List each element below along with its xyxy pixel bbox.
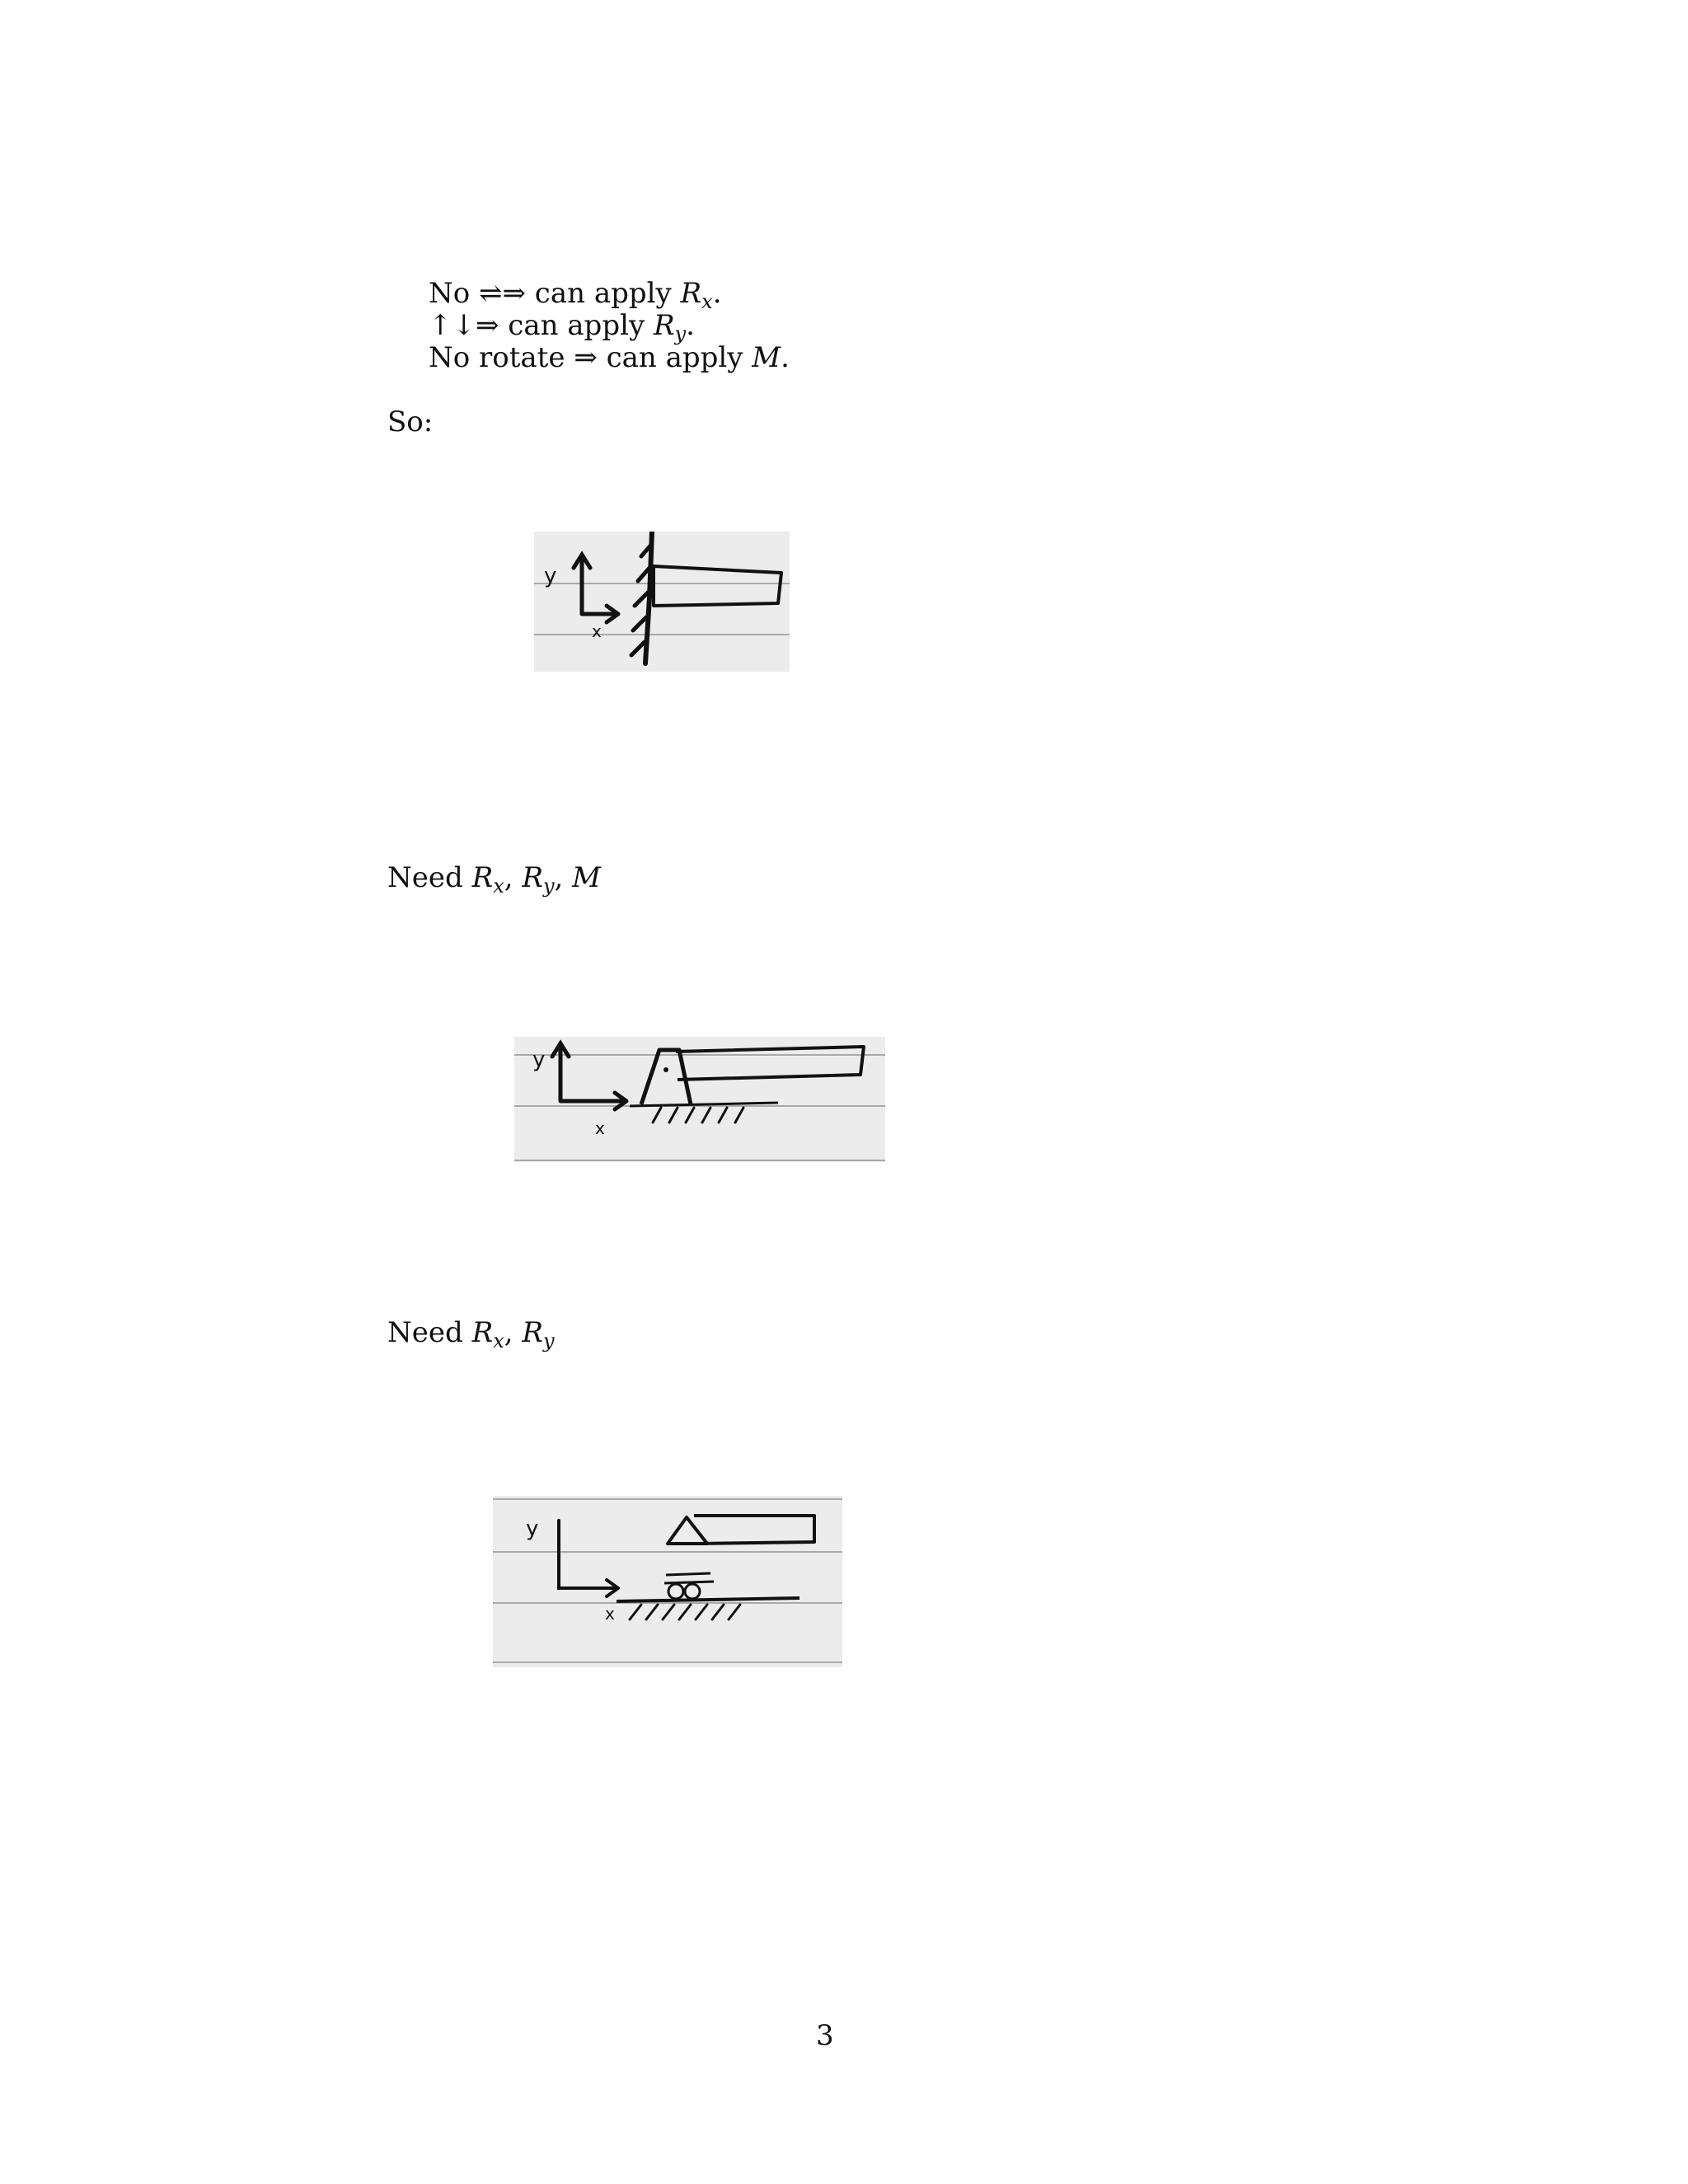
beam-rectangle [654, 566, 781, 606]
need-rx-ry: Need $R_x$, $R_y$ [387, 1316, 555, 1352]
beam-rectangle [694, 1516, 814, 1544]
axis-arrows-icon [552, 1043, 626, 1109]
line-fixed-m: No rotate ⇒ can apply M. [429, 341, 790, 374]
x-axis-label: x [605, 1604, 615, 1624]
line-fixed-ry: ↑↓⇒ can apply $R_y$. [429, 309, 695, 345]
ground-hatch [653, 1108, 743, 1122]
axis-arrows-icon [574, 555, 618, 622]
beam-rectangle [676, 1047, 864, 1080]
roller-support-sketch [493, 1496, 842, 1667]
y-axis-label: y [526, 1516, 539, 1541]
x-axis-label: x [592, 621, 602, 641]
axis-arrows-icon [559, 1521, 618, 1596]
page-number: 3 [816, 2019, 834, 2052]
roller-triangle [668, 1517, 707, 1544]
line-fixed-rx: No ⇌⇒ can apply $R_x$. [429, 277, 722, 313]
roller-wheel [668, 1584, 683, 1599]
so-label: So: [387, 405, 434, 438]
pin-triangle [641, 1050, 691, 1104]
pin-dot [663, 1067, 668, 1072]
ground-hatch [630, 1605, 740, 1619]
y-axis-label: y [544, 564, 557, 588]
roller-wheel [685, 1584, 700, 1599]
x-axis-label: x [595, 1118, 605, 1138]
ground-line [617, 1598, 799, 1601]
fixed-support-sketch [534, 532, 790, 672]
need-rx-ry-m: Need $R_x$, $R_y$, M [387, 861, 601, 898]
roller-base [664, 1573, 714, 1583]
pin-support-sketch [514, 1037, 885, 1162]
y-axis-label: y [532, 1047, 546, 1072]
